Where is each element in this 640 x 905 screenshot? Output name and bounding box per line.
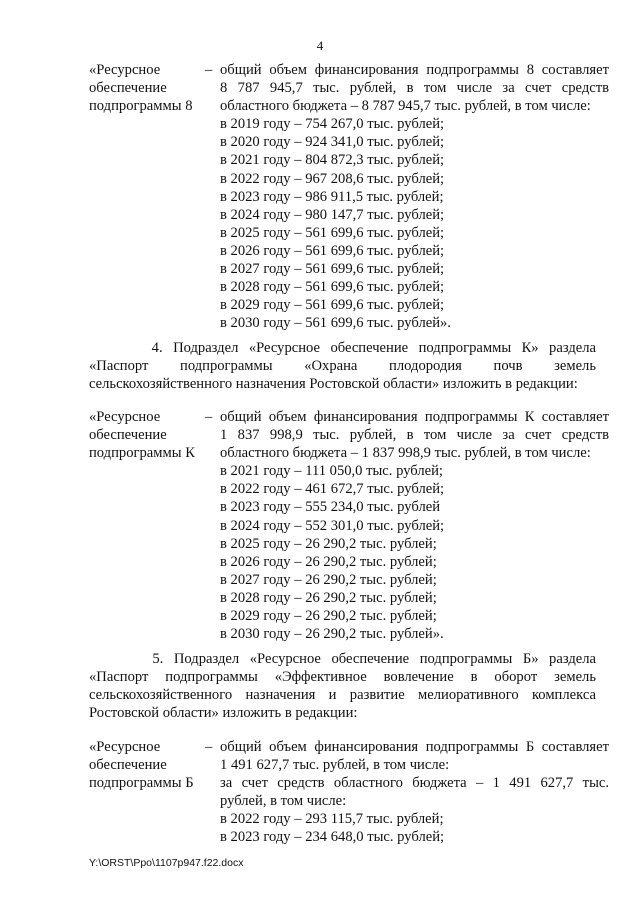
dash: – [205,62,213,78]
dash: – [205,409,213,425]
content-line: в 2021 году – 804 872,3 тыс. рублей; [220,152,445,169]
paragraph-line: 4. Подраздел «Ресурсное обеспечение подпрограммы К» раздела [89,340,596,356]
paragraph-line: Ростовской области» изложить в редакции: [89,705,358,721]
content-line: в 2022 году – 461 672,7 тыс. рублей; [220,481,445,498]
paragraph-4 [89,339,596,393]
content-line: в 2029 году – 26 290,2 тыс. рублей; [220,608,437,625]
content-line: общий объем финансирования подпрограммы 8 составляет [220,62,609,78]
content-line: в 2026 году – 561 699,6 тыс. рублей; [220,242,445,259]
label-line: обеспечение [89,80,167,97]
sectionB-block [89,738,609,850]
content-line: в 2023 году – 234 648,0 тыс. рублей; [220,829,445,846]
content-line: за счет средств областного бюджета – 1 491 627,7 тыс. [220,775,609,792]
section8-content [220,61,609,332]
content-line: 1 837 998,9 тыс. рублей, в том числе за счет средств [220,427,609,444]
dash: – [205,739,213,755]
page-number: 4 [316,38,324,53]
file-path-footer: Y:\ORST\Ppo\1107p947.f22.docx [89,857,244,869]
content-line: в 2025 году – 561 699,6 тыс. рублей; [220,224,445,241]
content-line: в 2030 году – 561 699,6 тыс. рублей». [220,315,451,332]
paragraph-5 [89,650,596,722]
paragraph-line: 5. Подраздел «Ресурсное обеспечение подпрограммы Б» раздела [89,651,596,667]
sectionK-content [220,408,609,643]
content-line: в 2019 году – 754 267,0 тыс. рублей; [220,116,445,133]
paragraph-line: «Паспорт подпрограммы «Эффективное вовлечение в оборот земель [89,669,596,685]
label-line: «Ресурсное [89,739,161,755]
label-line: подпрограммы 8 [89,98,193,115]
sectionB-content [220,738,609,847]
content-line: в 2022 году – 293 115,7 тыс. рублей; [220,811,444,828]
content-line: 1 491 627,7 тыс. рублей, в том числе: [220,757,450,774]
content-line: общий объем финансирования подпрограммы К составляет [220,409,609,425]
content-line: рублей, в том числе: [220,793,347,810]
content-line: в 2021 году – 111 050,0 тыс. рублей; [220,463,443,480]
content-line: в 2020 году – 924 341,0 тыс. рублей; [220,134,445,151]
content-line: областного бюджета – 1 837 998,9 тыс. рублей, в том числе: [220,445,591,462]
content-line: в 2025 году – 26 290,2 тыс. рублей; [220,535,437,552]
label-line: подпрограммы Б [89,775,194,792]
label-line: «Ресурсное [89,62,161,78]
content-line: в 2023 году – 986 911,5 тыс. рублей; [220,188,444,205]
content-line: в 2024 году – 552 301,0 тыс. рублей; [220,517,445,534]
label-line: «Ресурсное [89,409,161,425]
content-line: в 2028 году – 561 699,6 тыс. рублей; [220,279,445,296]
label-line: обеспечение [89,427,167,444]
content-line: в 2027 году – 561 699,6 тыс. рублей; [220,261,445,278]
content-line: в 2023 году – 555 234,0 тыс. рублей [220,499,441,516]
content-line: 8 787 945,7 тыс. рублей, в том числе за счет средств [220,80,609,97]
paragraph-line: сельскохозяйственного назначения Ростовской области» изложить в редакции: [89,376,578,392]
content-line: областного бюджета – 8 787 945,7 тыс. рублей, в том числе: [220,98,591,115]
content-line: в 2026 году – 26 290,2 тыс. рублей; [220,553,437,570]
content-line: в 2024 году – 980 147,7 тыс. рублей; [220,206,445,223]
label-line: обеспечение [89,757,167,774]
paragraph-line: сельскохозяйственного назначения и развитие мелиоративного комплекса [89,687,596,703]
content-line: в 2030 году – 26 290,2 тыс. рублей». [220,626,444,643]
content-line: общий объем финансирования подпрограммы Б составляет [220,739,609,755]
section8-block [89,61,609,332]
section8-label [89,61,205,115]
content-line: в 2022 году – 967 208,6 тыс. рублей; [220,170,445,187]
paragraph-line: «Паспорт подпрограммы «Охрана плодородия почв земель [89,358,596,374]
sectionK-block [89,408,609,643]
sectionK-label [89,408,205,462]
sectionB-label [89,738,205,792]
label-line: подпрограммы К [89,445,195,462]
content-line: в 2029 году – 561 699,6 тыс. рублей; [220,297,445,314]
content-line: в 2028 году – 26 290,2 тыс. рублей; [220,589,437,606]
content-line: в 2027 году – 26 290,2 тыс. рублей; [220,571,437,588]
